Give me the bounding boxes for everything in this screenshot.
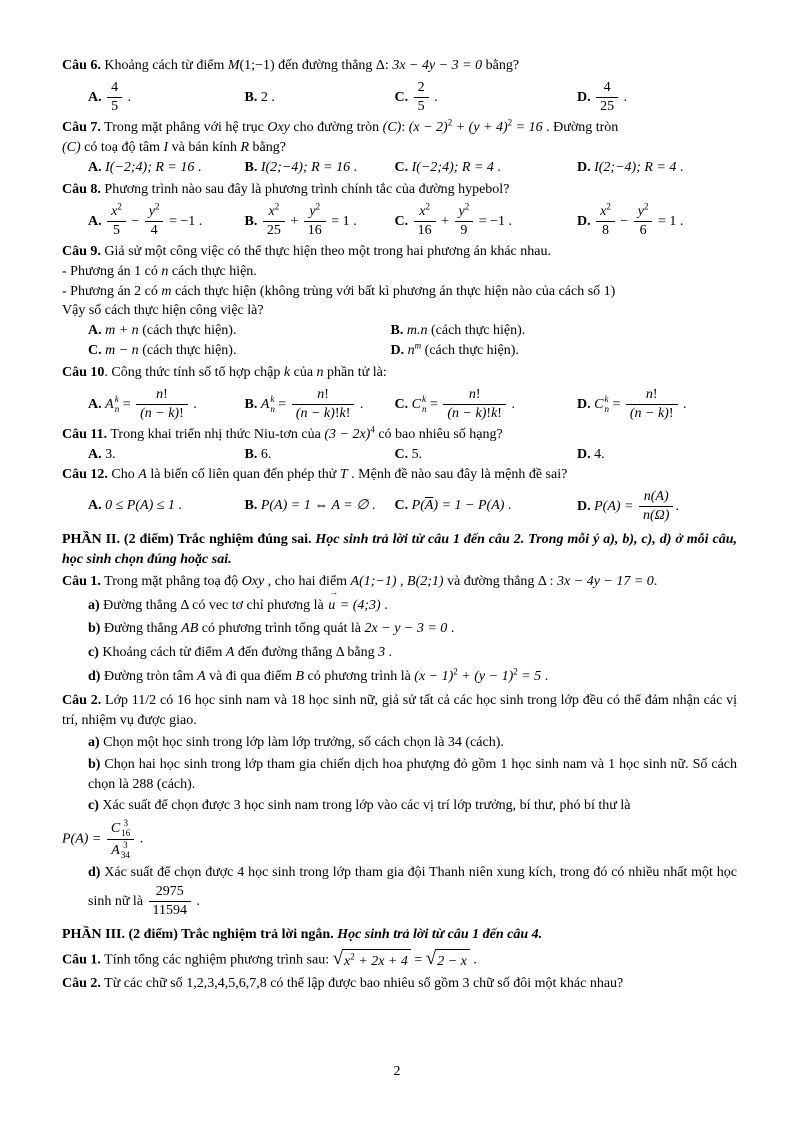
- option-a: A. 3.: [88, 446, 116, 462]
- sub-sup-symbol: C 3 16: [110, 818, 131, 838]
- question-9-method-1: - Phương án 1 có n cách thực hiện.: [62, 263, 257, 279]
- question-10-options: [62, 386, 737, 423]
- option-c: C. m − n (cách thực hiện).: [88, 343, 237, 359]
- fraction: $\frac{y^2}{6}$: [634, 204, 653, 239]
- part2-question-2-c: c) Xác suất để chọn được 3 học sinh nam trong lớp vào các vị trí lớp trưởng, bí thư, phó bí thư là: [88, 798, 631, 814]
- option-d: D. $n^m$ (cách thực hiện).: [390, 340, 519, 359]
- question-8-title: Câu 8. Phương trình nào sau đây là phương trình chính tắc của đường hypebol?: [62, 181, 510, 197]
- option-a: A. 0 ≤ P(A) ≤ 1 .: [88, 498, 182, 514]
- part3-question-1: Câu 1. Tính tổng các nghiệm phương trình sau: √ $x^2 + 2x + 4$ = √ 2 − x .: [62, 949, 737, 972]
- page-number: 2: [393, 1064, 401, 1080]
- option-c: C. $P(\overline{A}) = 1 - P(A)$ .: [394, 498, 512, 514]
- part-3-heading: PHẦN III. (2 điểm) Trắc nghiệm trả lời ngắn. Học sinh trả lời từ câu 1 đến câu 4.: [62, 927, 543, 943]
- superscript: 2: [507, 117, 513, 128]
- sub-sup-symbol: C k n: [411, 394, 427, 414]
- superscript: 2: [513, 666, 518, 677]
- question-7-line2: (C) có toạ độ tâm I và bán kính R bằng?: [62, 139, 286, 155]
- superscript: 2: [606, 200, 611, 211]
- option-b: B. 6.: [244, 446, 272, 462]
- option-a: A. $\frac{x^2}{5}$ − $\frac{y^2}{4}$ = −1 .: [88, 200, 203, 238]
- square-root: √ 2 − x: [426, 949, 470, 972]
- sub-sup-symbol: C k n: [594, 394, 609, 414]
- question-10-title: Câu 10. Công thức tính số tổ hợp chập k của n phần tử là:: [62, 365, 387, 380]
- question-7-line1: Câu 7. Trong mặt phẳng với hệ trục Oxy cho đường tròn (C): $(x - 2)^2 + (y + 4)^2 = 16$ . Đường tròn: [62, 117, 619, 136]
- question-11-title: Câu 11. Trong khai triển nhị thức Niu-tơn của $(3 - 2x)^4$ có bao nhiêu số hạng?: [62, 424, 503, 443]
- question-9-question: Vậy số cách thực hiện công việc là?: [62, 303, 264, 319]
- superscript: 2: [447, 117, 453, 128]
- option-b: B. $\frac{x^2}{25}$ + $\frac{y^2}{16}$ = 1 .: [244, 200, 357, 238]
- fraction: $\frac{n!}{(n - k)!}$: [626, 387, 678, 422]
- superscript: 2: [117, 200, 122, 211]
- option-c: C. $\frac{2}{5}$ .: [394, 79, 438, 114]
- option-b: B. m.n (cách thực hiện).: [390, 323, 526, 339]
- superscript: 4: [370, 424, 375, 435]
- part2-question-2-b: b) Chọn hai học sinh trong lớp tham gia chiến dịch hoa phượng đỏ gồm 1 học sinh nam và 1 học sinh nữ. Số cách chọn là 288 (cách).: [88, 756, 737, 792]
- option-b: B. I(2;−4); R = 16 .: [244, 159, 358, 175]
- superscript: 2: [274, 200, 280, 211]
- question-6-options: [62, 79, 737, 116]
- superscript: 2: [315, 200, 321, 211]
- fraction: [107, 819, 134, 860]
- fraction: $\frac{2}{5}$: [414, 80, 429, 115]
- superscript: 2: [350, 951, 355, 962]
- option-a: A. A k n = $\frac{n!}{(n - k)!}$ .: [88, 386, 197, 421]
- question-11-options: [62, 445, 737, 465]
- question-8-options: [62, 200, 737, 240]
- vector-symbol: → u: [328, 586, 339, 613]
- option-b: B. A k n = $\frac{n!}{(n - k)!k!}$ .: [244, 386, 364, 421]
- overline-symbol: $\overline{A}$: [424, 498, 434, 514]
- part2-question-1-c: c) Khoảng cách từ điểm A đến đường thẳng Δ bằng 3 .: [88, 645, 393, 661]
- option-d: D. $\frac{x^2}{8}$ − $\frac{y^2}{6}$ = 1 .: [576, 200, 684, 238]
- fraction: $\frac{n(A)}{n(\Omega)}$: [639, 489, 673, 524]
- superscript: 2: [154, 200, 160, 211]
- fraction: $\frac{y^2}{9}$: [455, 204, 474, 239]
- fraction: $\frac{y^2}{4}$: [145, 204, 164, 239]
- fraction: $\frac{n!}{(n - k)!k!}$: [292, 387, 355, 422]
- question-12-options: [62, 488, 737, 525]
- option-a: A. m + n (cách thực hiện).: [88, 323, 237, 339]
- superscript: 2: [425, 200, 430, 211]
- part2-question-2-c-formula: P(A) = C 3 16 A 3 34 .: [62, 818, 144, 860]
- superscript: 2: [643, 200, 649, 211]
- part2-question-2-d: d) Xác suất để chọn được 4 học sinh trong lớp tham gia đội Thanh niên xung kích, trong đó có nhiều nhất một học sinh nữ là $\frac{2975}{11594}$ .: [88, 865, 737, 918]
- fraction: $\frac{x^2}{25}$: [263, 204, 285, 239]
- question-12-title: Câu 12. Cho A là biến cố liên quan đến phép thử T . Mệnh đề nào sau đây là mệnh đề sai?: [62, 466, 568, 482]
- option-d: D. 4.: [576, 446, 605, 462]
- part-2-heading: PHẦN II. (2 điểm) Trắc nghiệm đúng sai. Học sinh trả lời từ câu 1 đến câu 2. Trong mỗi ý a), b), c), d) ở mỗi câu, học sinh chọn đúng hoặc sai.: [62, 531, 737, 567]
- option-d: D. C k n = $\frac{n!}{(n - k)!}$ .: [576, 386, 687, 421]
- question-6-title: Câu 6. Khoảng cách từ điểm M(1;−1) đến đường thẳng Δ: 3x − 4y − 3 = 0 bằng?: [62, 58, 520, 73]
- option-c: C. C k n = $\frac{n!}{(n - k)!k!}$ .: [394, 386, 515, 421]
- option-c: C. 5.: [394, 446, 423, 462]
- part3-question-2: Câu 2. Từ các chữ số 1,2,3,4,5,6,7,8 có thể lập được bao nhiêu số gồm 3 chữ số đôi một khác nhau?: [62, 975, 624, 991]
- option-d: D. $\frac{4}{25}$ .: [576, 79, 628, 114]
- fraction: $\frac{y^2}{16}$: [304, 204, 326, 239]
- question-9-options-cd: [62, 341, 737, 361]
- option-a: A. I(−2;4); R = 16 .: [88, 159, 202, 175]
- question-9-method-2: - Phương án 2 có m cách thực hiện (không trùng với bất kì phương án thực hiện nào của cách số 1): [62, 283, 616, 299]
- question-9-title: Câu 9. Giả sử một công việc có thể thực hiện theo một trong hai phương án khác nhau.: [62, 243, 551, 259]
- option-c: C. I(−2;4); R = 4 .: [394, 159, 501, 175]
- superscript: 2: [453, 666, 458, 677]
- fraction: $\frac{4}{25}$: [596, 80, 618, 115]
- part2-question-1-b: b) Đường thẳng AB có phương trình tổng quát là 2x − y − 3 = 0 .: [88, 621, 455, 637]
- part2-question-1-title: Câu 1. Trong mặt phẳng toạ độ Oxy , cho hai điểm A(1;−1) , B(2;1) và đường thẳng Δ : 3x − 4y − 17 = 0.: [62, 573, 658, 589]
- fraction: $\frac{4}{5}$: [107, 80, 122, 115]
- fraction: $\frac{n!}{(n - k)!}$: [136, 387, 188, 422]
- sub-sup-symbol: A 3 34: [111, 840, 130, 860]
- superscript: m: [414, 340, 422, 351]
- superscript: 2: [464, 200, 470, 211]
- fraction: $\frac{2975}{11594}$: [149, 884, 191, 919]
- fraction: $\frac{x^2}{16}$: [414, 204, 436, 239]
- part2-question-1-d: d) Đường tròn tâm A và đi qua điểm B có phương trình là $(x - 1)^2 + (y - 1)^2 = 5$ .: [88, 666, 549, 685]
- option-b: B. 2 .: [244, 89, 275, 105]
- part2-question-1-a: a) Đường thẳng Δ có vec tơ chỉ phương là → u = (4;3) .: [62, 596, 737, 616]
- option-c: C. $\frac{x^2}{16}$ + $\frac{y^2}{9}$ = −1 .: [394, 200, 513, 238]
- option-d: D. P(A) = $\frac{n(A)}{n(\Omega)}$ .: [576, 488, 679, 523]
- fraction: $\frac{x^2}{8}$: [596, 204, 615, 239]
- option-a: A. $\frac{4}{5}$ .: [88, 79, 132, 114]
- option-b: B. P(A) = 1 ⇔ A = ∅ .: [244, 498, 376, 514]
- option-d: D. I(2;−4); R = 4 .: [576, 159, 684, 175]
- question-9-options-ab: [62, 321, 737, 341]
- fraction: $\frac{x^2}{5}$: [107, 204, 126, 239]
- part2-question-2-a: a) Chọn một học sinh trong lớp làm lớp trưởng, số cách chọn là 34 (cách).: [88, 734, 504, 750]
- question-7-options: [62, 158, 737, 178]
- sub-sup-symbol: A k n: [105, 394, 120, 414]
- fraction: $\frac{n!}{(n - k)!k!}$: [443, 387, 506, 422]
- part2-question-2-intro: Câu 2. Lớp 11/2 có 16 học sinh nam và 18 học sinh nữ, giả sử tất cả các học sinh trong lớp đều có thể đảm nhận các vị trí, nhiệm vụ được giao.: [62, 693, 737, 728]
- sub-sup-symbol: A k n: [260, 394, 275, 414]
- square-root: √ $x^2 + 2x + 4$: [333, 949, 411, 972]
